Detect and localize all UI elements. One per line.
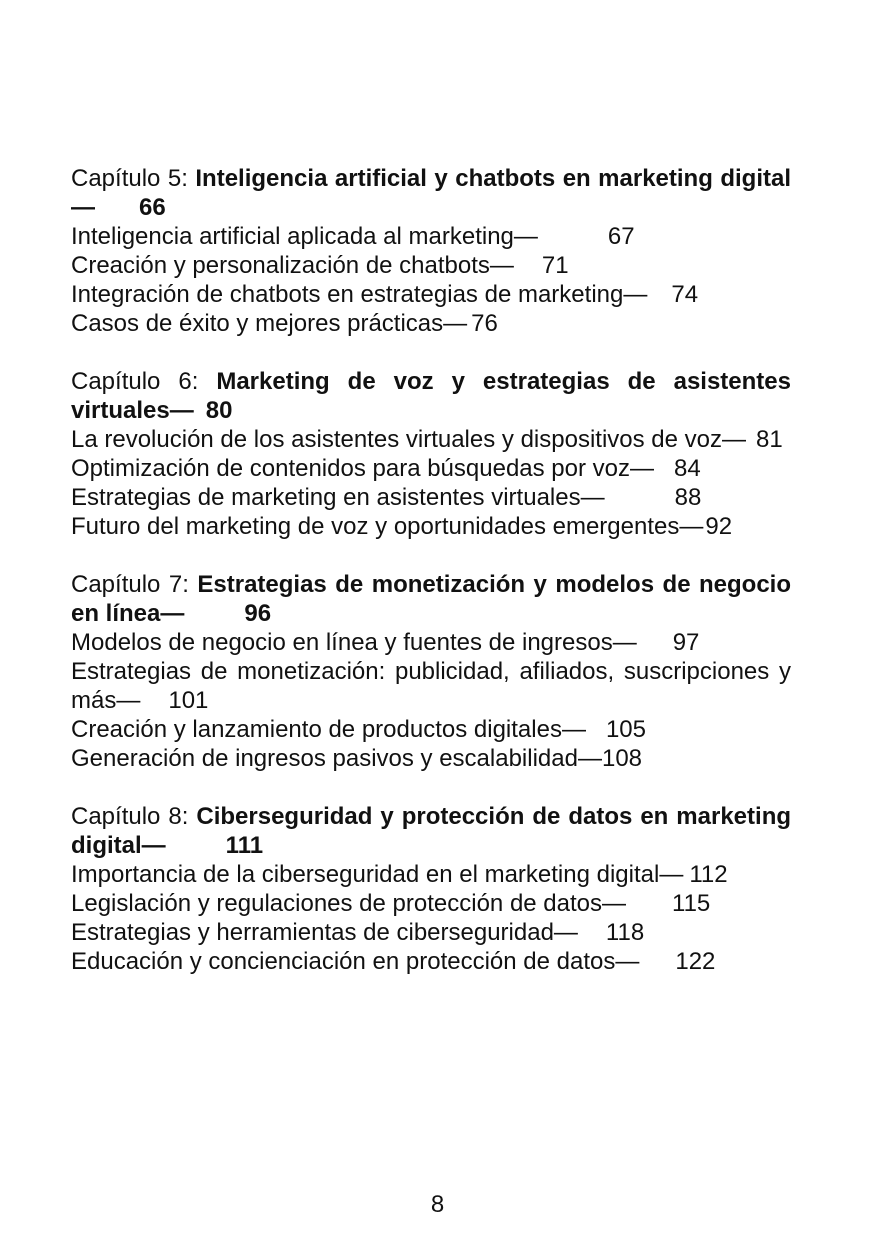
toc-entry[interactable] xyxy=(71,309,791,338)
entry-text: Legislación y regulaciones de protección de datos— xyxy=(71,890,627,917)
entry-page: 71 xyxy=(541,252,569,279)
toc-entry[interactable] xyxy=(71,512,791,541)
entry-page: 115 xyxy=(672,890,711,917)
entry-page: 76 xyxy=(471,310,498,337)
toc-entry[interactable] xyxy=(71,715,791,744)
chapter-7 xyxy=(71,570,791,773)
entry-text: Educación y concienciación en protección de datos— xyxy=(71,948,640,975)
toc-entry[interactable] xyxy=(71,251,791,280)
toc-entry[interactable] xyxy=(71,280,791,309)
toc-entry[interactable] xyxy=(71,628,791,657)
entry-page: 67 xyxy=(607,223,635,250)
chapter-number: Capítulo 5: xyxy=(71,165,188,192)
chapter-title[interactable] xyxy=(71,367,791,425)
table-of-contents xyxy=(71,164,791,1005)
toc-entry[interactable] xyxy=(71,889,791,918)
chapter-number: Capítulo 6: xyxy=(71,368,199,395)
chapter-page: 66 xyxy=(139,194,166,221)
toc-entry[interactable] xyxy=(71,744,791,773)
chapter-title[interactable] xyxy=(71,164,791,222)
entry-text: Estrategias de marketing en asistentes virtuales— xyxy=(71,484,605,511)
chapter-6 xyxy=(71,367,791,541)
entry-text: Inteligencia artificial aplicada al marketing— xyxy=(71,223,538,250)
entry-page: 81 xyxy=(756,426,783,453)
entry-text: Futuro del marketing de voz y oportunidades emergentes— xyxy=(71,513,704,540)
entry-page: 74 xyxy=(671,281,699,308)
chapter-number: Capítulo 7: xyxy=(71,571,189,598)
entry-page: 84 xyxy=(674,455,701,482)
toc-entry[interactable] xyxy=(71,657,791,715)
entry-text: Estrategias y herramientas de ciberseguridad— xyxy=(71,919,578,946)
toc-entry[interactable] xyxy=(71,425,791,454)
entry-text: Generación de ingresos pasivos y escalabilidad— xyxy=(71,745,602,772)
entry-page: 122 xyxy=(675,948,716,975)
entry-page: 88 xyxy=(674,484,702,511)
toc-entry[interactable] xyxy=(71,483,791,512)
entry-text: Optimización de contenidos para búsquedas por voz— xyxy=(71,455,655,482)
entry-text: Integración de chatbots en estrategias de marketing— xyxy=(71,281,648,308)
chapter-page: 111 xyxy=(225,832,264,859)
entry-text: Modelos de negocio en línea y fuentes de ingresos— xyxy=(71,629,637,656)
chapter-title[interactable] xyxy=(71,570,791,628)
chapter-title[interactable] xyxy=(71,802,791,860)
chapter-name: Estrategias de monetización y modelos de negocio en línea— xyxy=(71,571,792,627)
entry-text: Creación y personalización de chatbots— xyxy=(71,252,514,279)
chapter-8 xyxy=(71,802,791,976)
entry-page: 108 xyxy=(601,745,643,772)
chapter-name: Marketing de voz y estrategias de asistentes virtuales— xyxy=(71,368,791,424)
entry-page: 92 xyxy=(705,513,733,540)
chapter-number: Capítulo 8: xyxy=(71,803,189,830)
entry-text: Estrategias de monetización: publicidad, afiliados, suscripciones y más— xyxy=(71,658,791,714)
toc-entry[interactable] xyxy=(71,947,791,976)
chapter-name: Inteligencia artificial y chatbots en marketing digital— xyxy=(71,165,792,221)
entry-page: 105 xyxy=(605,716,646,743)
entry-text: Casos de éxito y mejores prácticas— xyxy=(71,310,468,337)
chapter-name: Ciberseguridad y protección de datos en marketing digital— xyxy=(71,803,792,859)
page-number: 8 xyxy=(430,1191,445,1218)
entry-page: 97 xyxy=(672,629,700,656)
chapter-page: 96 xyxy=(244,600,272,627)
chapter-page: 80 xyxy=(205,397,233,424)
toc-entry[interactable] xyxy=(71,860,791,889)
toc-entry[interactable] xyxy=(71,222,791,251)
entry-text: Importancia de la ciberseguridad en el marketing digital— xyxy=(71,861,684,888)
entry-page: 101 xyxy=(168,687,209,714)
chapter-5 xyxy=(71,164,791,338)
entry-page: 112 xyxy=(689,861,728,888)
toc-entry[interactable] xyxy=(71,454,791,483)
toc-entry[interactable] xyxy=(71,918,791,947)
entry-text: La revolución de los asistentes virtuales y dispositivos de voz— xyxy=(71,426,746,453)
entry-text: Creación y lanzamiento de productos digitales— xyxy=(71,716,586,743)
entry-page: 118 xyxy=(605,919,645,946)
